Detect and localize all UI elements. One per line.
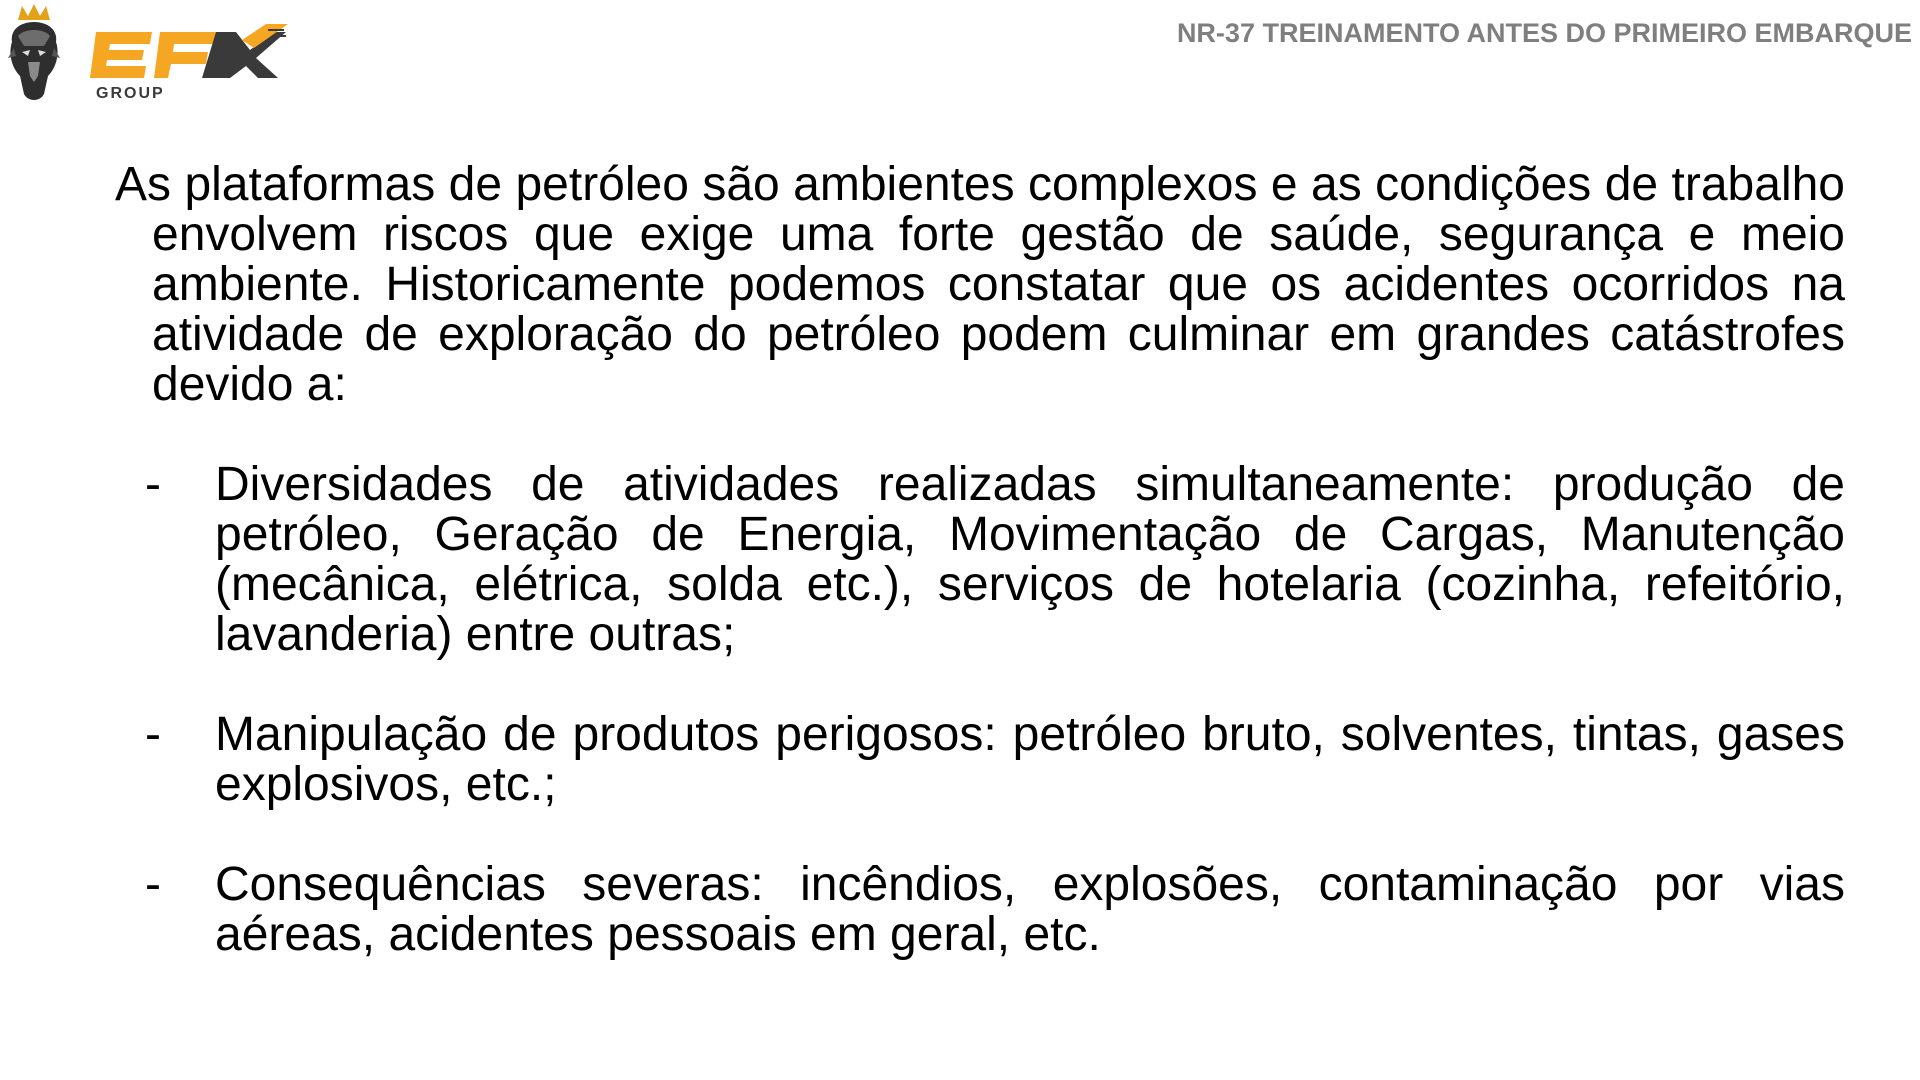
bullet-text: Diversidades de atividades realizadas simultaneamente: produção de petróleo, Geração de Energia, Movimentação de Cargas, Manutenção (mecânica, elétrica, solda etc.), serviços de hotelaria (cozinha, refeitório, lavanderia) entre outras; — [215, 458, 1845, 661]
slide-content — [115, 160, 1845, 1010]
bullet-text: Consequências severas: incêndios, explosões, contaminação por vias aéreas, acidentes pessoais em geral, etc. — [215, 858, 1845, 961]
presentation-title: NR-37 TREINAMENTO ANTES DO PRIMEIRO EMBARQUE — [1176, 18, 1912, 48]
bullet-text: Manipulação de produtos perigosos: petróleo bruto, solventes, tintas, gases explosivos, etc.; — [215, 708, 1845, 811]
efx-group-logo — [4, 2, 294, 108]
bullet-marker: - — [145, 458, 161, 511]
bullet-item — [115, 460, 1845, 660]
logo-group-text: GROUP — [96, 85, 165, 102]
intro-paragraph: As plataformas de petróleo são ambientes complexos e as condições de trabalho envolvem riscos que exige uma forte gestão de saúde, segurança e meio ambiente. Historicamente podemos constatar que os acidentes ocorridos na atividade de exploração do petróleo podem culminar em grandes catástrofes devido a: — [115, 158, 1845, 411]
bullet-marker: - — [145, 708, 161, 761]
bullet-list — [115, 460, 1845, 960]
bullet-item — [115, 710, 1845, 810]
bullet-marker: - — [145, 858, 161, 911]
bullet-item — [115, 860, 1845, 960]
